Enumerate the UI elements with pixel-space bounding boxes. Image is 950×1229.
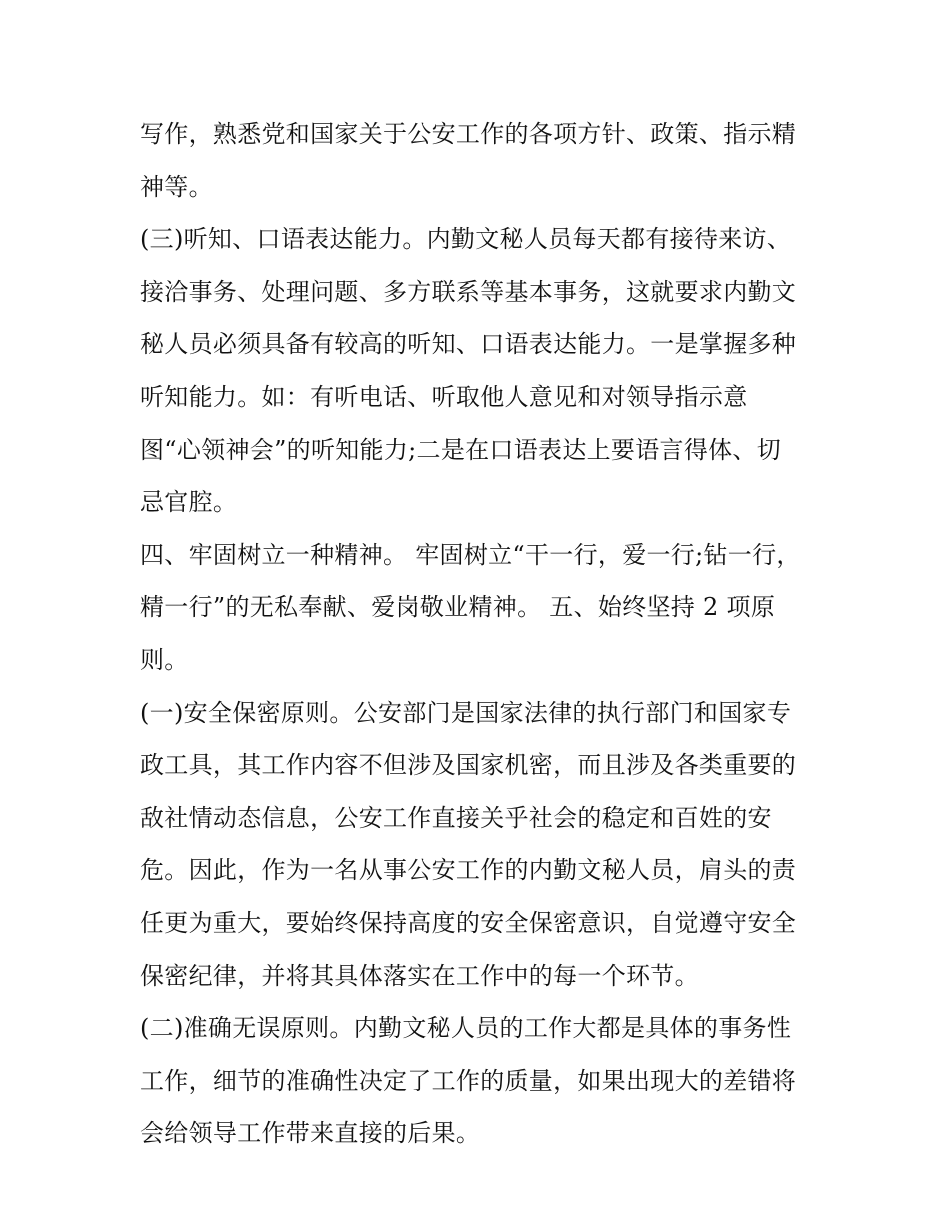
text-line: 危。因此，作为一名从事公安工作的内勤文秘人员，肩头的责 [140,856,797,885]
text-line: 听知能力。如：有听电话、听取他人意见和对领导指示意 [140,382,748,411]
text-line: 任更为重大，要始终保持高度的安全保密意识，自觉遵守安全 [140,908,797,937]
body-text [140,108,820,1160]
text-line: 写作，熟悉党和国家关于公安工作的各项方针、政策、指示精 [140,120,797,148]
text-line: 神等。 [140,172,213,201]
text-line: (二)准确无误原则。内勤文秘人员的工作大都是具体的事务性 [140,1014,792,1043]
text-line: 敌社情动态信息，公安工作直接关乎社会的稳定和百姓的安 [140,803,772,832]
text-line: 忌官腔。 [140,488,238,517]
text-line: 图“心领神会”的听知能力;二是在口语表达上要语言得体、切 [140,435,782,464]
text-line: 则。 [140,645,189,674]
text-line: 秘人员必须具备有较高的听知、口语表达能力。一是掌握多种 [140,330,797,359]
text-line: 接洽事务、处理问题、多方联系等基本事务，这就要求内勤文 [140,277,797,306]
text-line: (一)安全保密原则。公安部门是国家法律的执行部门和国家专 [140,698,792,727]
text-line: 会给领导工作带来直接的后果。 [140,1119,481,1148]
text-line: 精一行”的无私奉献、爱岗敬业精神。 五、始终坚持 2 项原 [140,593,776,622]
text-line: (三)听知、口语表达能力。内勤文秘人员每天都有接待来访、 [140,225,792,254]
text-line: 四、牢固树立一种精神。 牢固树立“干一行，爱一行;钻一行， [140,540,801,569]
text-line: 工作，细节的准确性决定了工作的质量，如果出现大的差错将 [140,1066,797,1095]
text-line: 保密纪律，并将其具体落实在工作中的每一个环节。 [140,961,699,990]
text-line: 政工具，其工作内容不但涉及国家机密，而且涉及各类重要的 [140,751,797,780]
